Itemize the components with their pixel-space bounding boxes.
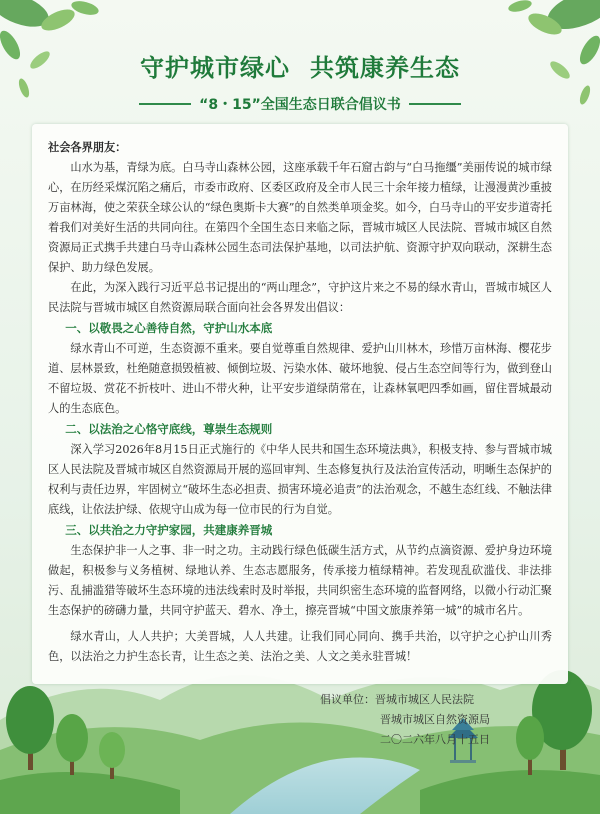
section-text-2: 深入学习2026年8月15日正式施行的《中华人民共和国生态环境法典》，积极支持、参与晋城市城区人民法院及晋城市城区自然资源局开展的巡回审判、生态修复执行及法治宣传活动，明晰生态保护的权利与责任边界，牢固树立“破坏生态必担责、损害环境必追责”的法治观念，不越生态红线、不触法律底线，让依法护绿、依规守山成为每一位市民的行为自觉。 <box>48 443 552 516</box>
divider-right <box>409 103 461 105</box>
closing-paragraph: 绿水青山，人人共护；大美晋城，人人共建。让我们同心同向、携手共治，以守护之心护山川秀色，以法治之力护生态长青，让生态之美、法治之美、人文之美永驻晋城！ <box>48 630 552 663</box>
signature-label: 倡议单位： <box>320 693 375 706</box>
subtitle-row <box>0 94 600 114</box>
title-right: 共筑康养生态 <box>310 53 460 82</box>
signature-org-1: 晋城市城区人民法院 <box>375 693 474 706</box>
section-text-3: 生态保护非一人之事、非一时之功。主动践行绿色低碳生活方式，从节约点滴资源、爱护身边环境做起，积极参与义务植树、绿地认养、生态志愿服务，传承接力植绿精神。若发现乱砍滥伐、非法排污、乱捕滥猎等破坏生态环境的违法线索时及时举报，共同织密生态环境的监督网络，以微小行动汇聚生态保护的磅礴力量，共同守护蓝天、碧水、净土，擦亮晋城“中国文旅康养第一城”的城市名片。 <box>48 544 552 617</box>
subtitle: “8・15”全国生态日联合倡议书 <box>199 97 401 113</box>
signature-org-2: 晋城市城区自然资源局 <box>380 713 490 726</box>
signature-date: 二〇二六年八月十五日 <box>380 733 490 746</box>
section-heading-1: 一、以敬畏之心善待自然，守护山水本底 <box>65 321 273 335</box>
signature-block <box>320 690 490 750</box>
section-text-1: 绿水青山不可逆，生态资源不重来。要自觉尊重自然规律、爱护山川林木，珍惜万亩林海、樱花步道、层林景致，杜绝随意损毁植被、倾倒垃圾、污染水体、破坏地貌、侵占生态空间等行为，做到登山不留垃圾、赏花不折枝叶、进山不带火种，让平安步道绿荫常在，让森林氧吧四季如画，留住晋城最动人的生态底色。 <box>48 342 552 415</box>
page-title <box>0 48 600 83</box>
greeting: 社会各界朋友： <box>48 141 127 154</box>
paragraph-appeal: 在此，为深入践行习近平总书记提出的“两山理念”，守护这片来之不易的绿水青山，晋城市城区人民法院与晋城市城区自然资源局联合面向社会各界发出倡议： <box>48 281 552 314</box>
title-left: 守护城市绿心 <box>140 53 290 82</box>
section-heading-3: 三、以共治之力守护家园，共建康养晋城 <box>65 523 273 537</box>
letter-body <box>48 138 552 667</box>
paragraph-intro: 山水为基，青绿为底。白马寺山森林公园，这座承载千年石窟古韵与“白马拖缰”美丽传说的城市绿心，在历经采煤沉陷之痛后，市委市政府、区委区政府及全市人民三十余年接力植绿，让漫漫黄沙重披万亩林海，使之荣获全球公认的“绿色奥斯卡大赛”的自然类单项金奖。如今，白马寺山的平安步道寄托着我们对美好生活的共同向往。在第四个全国生态日来临之际，晋城市城区人民法院、晋城市城区自然资源局正式携手共建白马寺山森林公园生态司法保护基地，以司法护航、资源守护双向联动，深耕生态保护、助力绿色发展。 <box>48 161 552 274</box>
signature-row-1 <box>320 690 490 710</box>
divider-left <box>139 103 191 105</box>
section-heading-2: 二、以法治之心恪守底线，尊崇生态规则 <box>65 422 273 436</box>
